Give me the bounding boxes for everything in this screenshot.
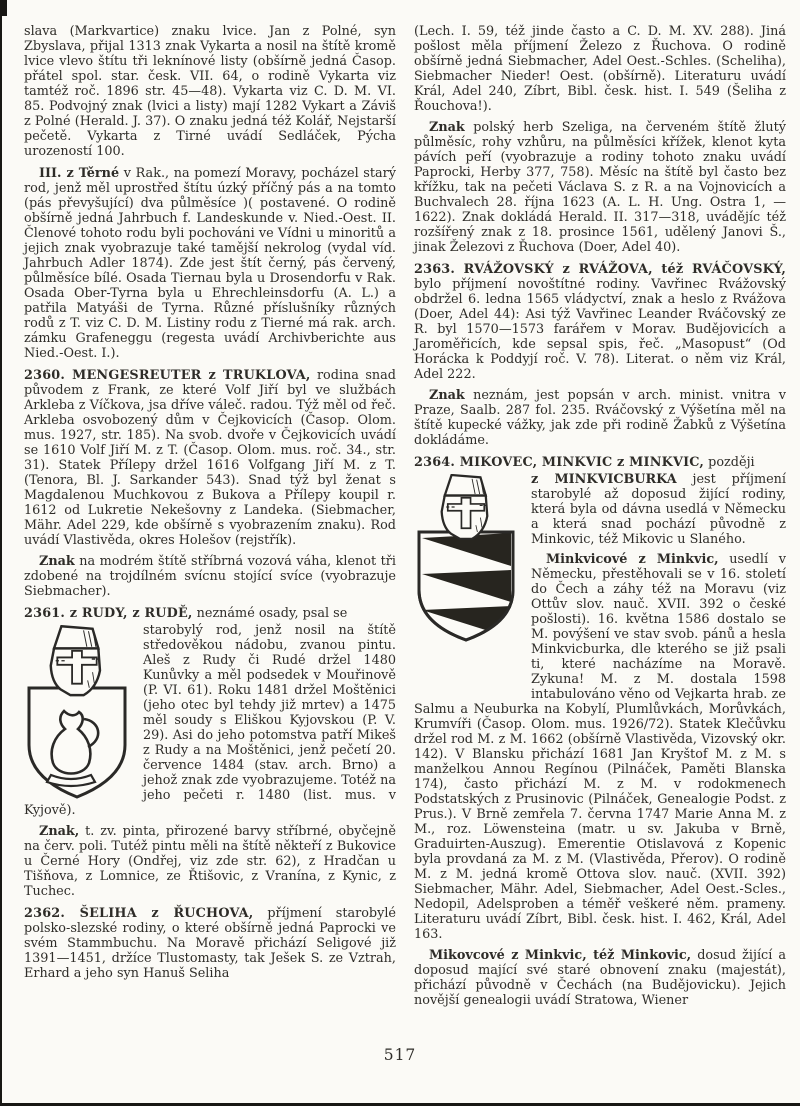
left-column — [24, 24, 396, 1014]
scan-edge-left — [0, 0, 2, 1106]
paragraph-text: slava (Markvartice) znaku lvice. Jan z Polné, syn Zbyslava, přijal 1313 znak Vykarta a nosil na štítě kromě lvice vlevo štítu tři leknínové listy (obšírně jedná Časop. přátel spol. star. česk. VII. 64, o rodině Vykarta viz tamtéž roč. 1896 str. 45—48). Vykarta viz C. D. M. VI. 85. Podvojný znak (lvici a listy) mají 1282 Vykart a Záviš z Polné (Herald. J. 37). O znaku jedná též Kolář, Nejstarší pečetě. Vykarta z Tirné uvádí Sedláček, Pýcha urozeností 100. — [24, 24, 396, 159]
paragraph-text: dosud žijící a doposud mající své staré obnovení znaku (majestát), přichází původně v Čechách (na Budějovicku). Jejich novější genealogii uvádí Stratowa, Wiener — [414, 948, 787, 1008]
pinta-shield-illustration — [24, 625, 130, 801]
paragraph-text: (Lech. I. 59, též jinde často a C. D. M. XV. 288). Jiná pošlost měla příjmení Železo z Řuchova. O rodině obšírně jedná Siebmacher, Adel Oest.-Schles. (Scheliha), Siebmacher Nieder! Oest. (obšírně). Literaturu uvádí Král, Adel 240, Zíbrt, Bibl. česk. hist. I. 549 (Šeliha z Řouchova!). — [414, 24, 786, 114]
great-helm-icon — [51, 626, 100, 695]
paragraph-lead: III. z Těrné — [39, 166, 120, 181]
paragraph-z-terne — [24, 166, 396, 361]
minkvic-shield-illustration — [414, 474, 518, 700]
entry-2361-z-rudy-heading — [24, 606, 396, 621]
entry-2360-mengesreuter — [24, 368, 396, 548]
paragraph-text: příjmení starobylé polsko-slezské rodiny, o které obšírně jedná Paprocki ve svém Stammbuchu. Na Moravě přichází Seligové již 1391—1451, držíce Tlustomasty, tak Ješek S. ze Vztrah, Erhard a jeho syn Hanuš Seliha — [24, 906, 397, 981]
paragraph-znak-2363 — [414, 388, 786, 448]
paragraph-znak-szeliga — [414, 120, 786, 255]
paragraph-text: polský herb Szeliga, na červeném štítě žlutý půlměsíc, rohy vzhůru, na půlměsíci křížek, klenot kyta pávích peří (vyobrazuje a rodiny tohoto znaku uvádí Paprocki, Herby 377, 758). Měsíc na štítě byl často bez křížku, tak na pečeti Václava S. z R. a na Vojnovicích a Buchvalech 28. října 1623 (A. L. H. Ung. Ostra 1, —1622). Znak dokládá Herald. II. 317—318, uvádějíc též rozšířený znak z 18. prosince 1561, udělený Janovi Š., jinak Železovi z Řuchova (Doer, Adel 40). — [414, 120, 786, 255]
paragraph-text: v Rak., na pomezí Moravy, pocházel starý rod, jenž měl uprostřed štítu úzký příčný pás a na tomto (pás převyšující) dva půlměsíce )( postavené. O rodině obšírně jedná Jahrbuch f. Landeskunde v. Nied.-Oest. II. Členové tohoto rodu byli pochováni ve Vídni u minoritů a jejich znak vyobrazuje také tamější nekrolog (vydal víd. Jahrbuch Adler 1874). Zde jest štít černý, pás červený, půlměsíce bílé. Osada Tiernau byla u Drosendorfu v Rak. Osada Ober-Tyrna byla u Ehrechleinsdorfu (A. L.) a patřila Matyáši de Tyrna. Různé příslušníky různých rodů z T. viz C. D. M. Listiny rodu z Tierné má rak. arch. zámku Grafeneggu (regesta uvádí Archivberichte aus Nied.-Oest. I.). — [24, 166, 396, 361]
paragraph-text: jest příjmení starobylé až doposud žijící rodiny, která byla od dávna usedlá v Německu a která snad pochází původně z Minkovic, též Mikovic u Slaného. — [531, 472, 786, 547]
entry-2364-mikovec-heading — [414, 455, 786, 470]
paragraph-text: později — [704, 455, 755, 470]
paragraph-text: usedlí v Německu, přestěhovali se v 16. století do Čech a záhy též na Moravu (viz Ottův slov. nauč. XVII. 392 o české pošlosti). 16. května 1586 dostalo se M. povýšení ve stav svob. pánů a hesla Minkvicburka, dle kterého se již psali ti, které nacházíme na Moravě. Zykuna! M. z M. dostala 1598 intabulováno věno od Vejkarta hrab. ze Salmu a Neuburka na Kobylí, Plumlůvkách, Morůvkách, Krumvíři (Časop. Olom. mus. 1926/72). Statek Klečůvku držel rod M. z M. 1662 (obšírně Vlastivěda, Vizovský okr. 142). V Blansku přichází 1681 Jan Kryštof M. z M. s manželkou Annou Regínou (Pilnáček, Paměti Blanska 174), často přichází M. z M. v rodokmenech Podstatských z Prusinovic (Pilnáček, Genealogie Podst. z Prus.). V Brně zemřela 7. června 1747 Marie Anna M. z M., roz. Löwensteina (matr. u sv. Jakuba v Brně, Graduirten-Auszug). Emerentie Otislavová z Kopenic byla provdaná za M. z M. (Vlastivěda, Přerov). O rodině M. z M. jedná kromě Ottova slov. nauč. (XVII. 392) Siebmacher, Mähr. Adel, Siebmacher, Adel Oest.-Scles., Nedopil, Adelsproben a téměř veškeré něm. prameny. Literaturu uvádí Zíbrt, Bibl. česk. hist. I. 462, Král, Adel 163. — [414, 552, 786, 942]
entry-2361-body — [24, 623, 396, 824]
entry-2362-seliha — [24, 906, 396, 981]
paragraph-lead: Znak — [429, 120, 465, 135]
entry-2363-rvazovsky — [414, 262, 786, 382]
paragraph-znak-2361 — [24, 824, 396, 899]
paragraph-lead: Mikovcové z Minkvic, též Minkovic, — [429, 948, 692, 963]
paragraph-continuation-vykart — [24, 24, 396, 159]
page-number: 517 — [383, 1046, 417, 1064]
paragraph-text: na modrém štítě stříbrná vozová váha, klenot tři zdobené na trojdílném svícnu stojící svíce (vyobrazuje Siebmacher). — [24, 554, 396, 599]
paragraph-mikovcove — [414, 948, 786, 1008]
paragraph-text: rodina snad původem z Frank, ze které Volf Jiří byl ve službách Arkleba z Víčkova, jsa dříve váleč. radou. Týž měl od řeč. Arkleba osvobozený dům v Čejkovicích (Časop. Olom. mus. 1927, str. 185). Na svob. dvoře v Čejkovicích uvádí se 1610 Volf Jiří M. z T. (Časop. Olom. mus. roč. 34., str. 31). Statek Přílepy držel 1616 Volfgang Jiří M. z T. (Tenora, Bl. J. Sarkander 543). Snad týž byl ženat s Magdalenou Muchkovou z Bukova a Přílepy koupil r. 1612 od Lukretie Nekešovny z Landeka. (Siebmacher, Mähr. Adel 229, kde obšírně s vyobrazením znaku). Rod uvádí Vlastivěda, okres Holešov (rejstřík). — [24, 368, 396, 548]
entry-heading: 2362. ŠELIHA z ŘUCHOVA, — [24, 906, 254, 921]
entry-heading: 2361. z RUDY, z RUDĚ, — [24, 606, 193, 621]
scan-edge-corner — [0, 0, 7, 16]
paragraph-text: t. zv. pinta, přirozené barvy stříbrné, obyčejně na červ. poli. Tutéž pintu měli na štítě někteří z Bukovice u Černé Hory (Ondřej, viz zde str. 62), z Hradčan u Tišňova, z Lomnice, ze Řtišovic, z Vranína, z Kynic, z Tuchec. — [24, 824, 396, 899]
paragraph-lead: Znak, — [39, 824, 80, 839]
paragraph-lead: Minkvicové z Minkvic, — [546, 552, 719, 567]
paragraph-lead: Znak — [39, 554, 75, 569]
paragraph-text: starobylý rod, jenž nosil na štítě středověkou nádobu, zvanou pintu. Aleš z Rudy či Rudé držel 1480 Kunůvky a měl podsedek v Mouřinově (P. VI. 61). Roku 1481 držel Moštěnici (jeho otec byl tehdy již mrtev) a 1475 měl soudy s Eliškou Kyjovskou (P. V. 29). Asi do jeho potomstva patří Mikeš z Rudy a na Moštěnici, jenž pečetí 20. července 1484 (stav. arch. Brno) a jehož znak zde vyobrazujeme. Totéž na jeho pečeti r. 1480 (list. mus. v Kyjově). — [24, 623, 396, 818]
paragraph-text: neznám, jest popsán v arch. minist. vnitra v Praze, Saalb. 287 fol. 235. Rváčovský z Výšetína měl na štítě kupecké vážky, jak zde při rodině Žabků z Výšetína dokládáme. — [414, 388, 786, 448]
paragraph-lead: Znak — [429, 388, 465, 403]
paragraph-znak-2360 — [24, 554, 396, 599]
paragraph-continuation-seliha — [414, 24, 786, 114]
paragraph-text: neznámé osady, psal se — [192, 606, 348, 621]
entry-2364-body — [414, 472, 786, 948]
paragraph-lead: z MINKVICBURKA — [531, 472, 677, 487]
entry-heading: 2363. RVÁŽOVSKÝ z RVÁŽOVA, též RVÁČOVSKÝ, — [414, 262, 786, 277]
right-column — [414, 24, 786, 1014]
entry-heading: 2360. MENGESREUTER z TRUKLOVA, — [24, 368, 311, 383]
great-helm-icon — [442, 475, 488, 539]
entry-heading: 2364. MIKOVEC, MINKVIC z MINKVIC, — [414, 455, 705, 470]
paragraph-text: bylo příjmení novoštítné rodiny. Vavřinec Rvážovský obdržel 6. ledna 1565 vládyctví, znak a heslo z Rvážova (Doer, Adel 44): Asi týž Vavřinec Leander Rváčovský ze R. byl 1570—1573 farářem v Morav. Budějovicích a Jaroměřicích, kde sepsal spis, řeč. „Masopust“ (Od Horácka k Poddyjí roč. V. 78). Literat. o něm viz Král, Adel 222. — [414, 277, 786, 382]
